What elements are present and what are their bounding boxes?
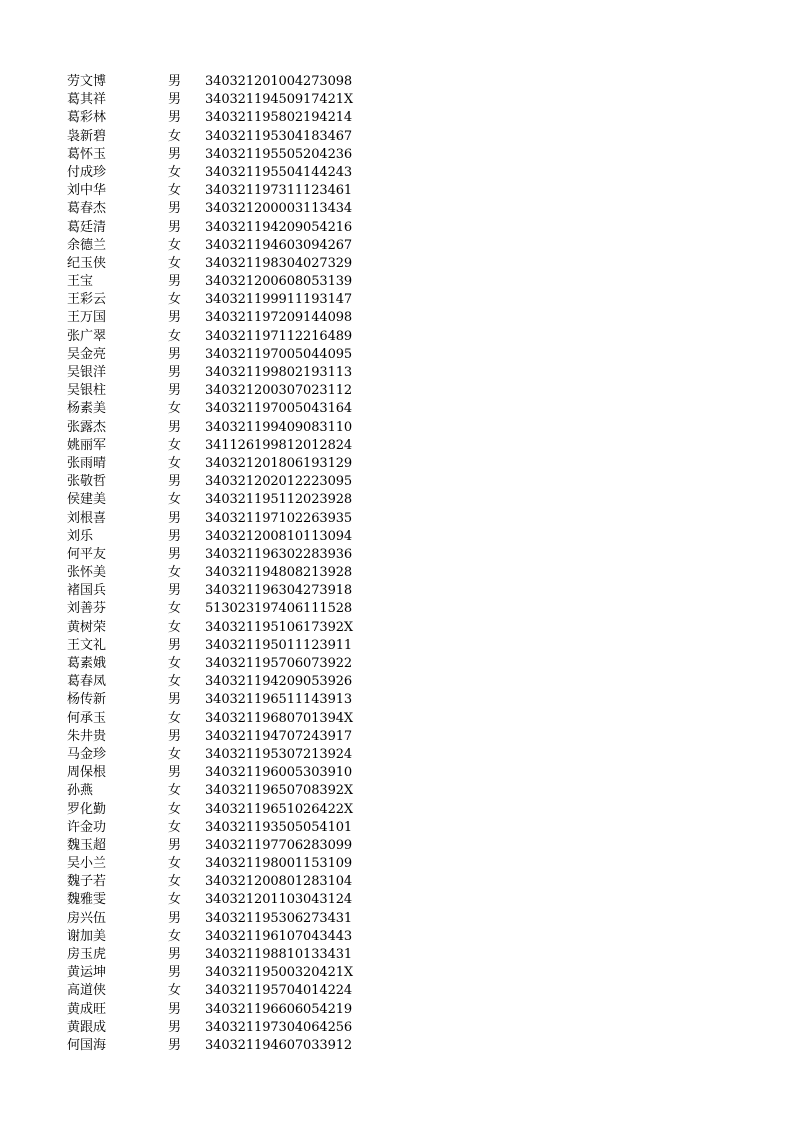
table-row [0, 382, 793, 400]
name-cell: 王万国 [67, 310, 107, 326]
name-cell: 纪玉侠 [67, 255, 107, 271]
id-number-cell: 340321196107043443 [205, 928, 353, 944]
id-number-cell: 340321197005044095 [205, 346, 353, 362]
id-number-cell: 34032119680701394X [205, 710, 354, 726]
name-cell: 吴金亮 [67, 346, 107, 362]
name-cell: 葛其祥 [67, 92, 107, 108]
name-cell: 葛素娥 [67, 656, 107, 671]
table-row [0, 982, 793, 1000]
gender-cell: 男 [168, 92, 182, 108]
table-row [0, 455, 793, 473]
id-number-cell: 340321195304183467 [205, 128, 353, 144]
id-number-cell: 340321197209144098 [205, 310, 353, 326]
id-number-cell: 340321201103043124 [205, 892, 353, 908]
table-row [0, 182, 793, 200]
gender-cell: 男 [168, 346, 182, 362]
table-row [0, 710, 793, 728]
id-number-cell: 340321195112023928 [205, 492, 353, 508]
id-number-cell: 340321195505204236 [205, 146, 353, 162]
id-number-cell: 340321199911193147 [205, 292, 353, 308]
gender-cell: 女 [168, 710, 182, 726]
id-number-cell: 340321200003113434 [205, 201, 353, 217]
table-row [0, 255, 793, 273]
id-number-cell: 340321193505054101 [205, 819, 353, 835]
id-number-cell: 34032119510617392X [205, 619, 354, 635]
gender-cell: 男 [168, 146, 182, 162]
gender-cell: 男 [168, 965, 182, 981]
gender-cell: 男 [168, 728, 182, 744]
table-row [0, 164, 793, 182]
name-cell: 葛廷清 [67, 219, 107, 235]
table-row [0, 691, 793, 709]
gender-cell: 女 [168, 455, 182, 471]
gender-cell: 女 [168, 292, 182, 308]
table-row [0, 764, 793, 782]
name-cell: 魏雅雯 [67, 892, 107, 908]
table-row [0, 964, 793, 982]
gender-cell: 女 [168, 928, 182, 944]
id-number-cell: 340321201004273098 [205, 74, 353, 89]
gender-cell: 女 [168, 255, 182, 271]
table-row [0, 437, 793, 455]
table-row [0, 619, 793, 637]
table-row [0, 1037, 793, 1055]
id-number-cell: 340321195704014224 [205, 983, 353, 999]
table-row [0, 328, 793, 346]
table-row [0, 728, 793, 746]
name-cell: 何国海 [67, 1037, 107, 1053]
table-row [0, 419, 793, 437]
name-cell: 张敬哲 [67, 474, 107, 490]
name-cell: 张露杰 [67, 419, 107, 435]
gender-cell: 男 [168, 546, 182, 562]
id-number-cell: 340321194707243917 [205, 728, 353, 744]
id-number-cell: 340321194607033912 [205, 1037, 353, 1053]
id-number-cell: 341126199812012824 [205, 437, 353, 453]
id-number-cell: 340321197102263935 [205, 510, 353, 526]
id-number-cell: 340321196302283936 [205, 546, 353, 562]
name-cell: 张雨晴 [67, 455, 107, 471]
table-row [0, 928, 793, 946]
table-row [0, 491, 793, 509]
gender-cell: 男 [168, 274, 182, 290]
table-row [0, 128, 793, 146]
table-row [0, 291, 793, 309]
id-number-cell: 340321199802193113 [205, 365, 353, 380]
table-row [0, 400, 793, 418]
name-cell: 侯建美 [67, 492, 107, 508]
table-row [0, 273, 793, 291]
table-row [0, 910, 793, 928]
table-row [0, 782, 793, 800]
table-row [0, 1019, 793, 1037]
name-cell: 刘乐 [67, 528, 94, 544]
gender-cell: 女 [168, 565, 182, 581]
gender-cell: 男 [168, 765, 182, 781]
name-cell: 高道侠 [67, 983, 107, 999]
table-row [0, 309, 793, 327]
id-number-cell: 340321196606054219 [205, 1001, 353, 1017]
table-row [0, 546, 793, 564]
name-cell: 葛彩林 [67, 110, 107, 126]
gender-cell: 女 [168, 874, 182, 890]
table-row [0, 200, 793, 218]
gender-cell: 男 [168, 310, 182, 326]
gender-cell: 男 [168, 637, 182, 653]
gender-cell: 男 [168, 419, 182, 435]
table-row [0, 91, 793, 109]
table-row [0, 109, 793, 127]
gender-cell: 女 [168, 492, 182, 508]
gender-cell: 男 [168, 365, 182, 380]
roster-table [0, 73, 793, 1055]
name-cell: 房玉虎 [67, 947, 107, 962]
name-cell: 杨传新 [67, 692, 107, 708]
table-row [0, 219, 793, 237]
gender-cell: 女 [168, 746, 182, 762]
gender-cell: 女 [168, 437, 182, 453]
id-number-cell: 513023197406111528 [205, 601, 353, 617]
name-cell: 罗化勤 [67, 801, 107, 817]
table-row [0, 364, 793, 382]
name-cell: 张广翠 [67, 328, 107, 344]
table-row [0, 600, 793, 618]
name-cell: 葛怀玉 [67, 146, 107, 162]
table-row [0, 673, 793, 691]
name-cell: 姚丽军 [67, 437, 107, 453]
name-cell: 黄跟成 [67, 1019, 107, 1035]
gender-cell: 女 [168, 819, 182, 835]
gender-cell: 男 [168, 1001, 182, 1017]
id-number-cell: 340321194209054216 [205, 219, 353, 235]
name-cell: 王宝 [67, 274, 94, 290]
id-number-cell: 340321196005303910 [205, 765, 353, 781]
id-number-cell: 340321196511143913 [205, 692, 353, 708]
id-number-cell: 340321194808213928 [205, 565, 353, 581]
table-row [0, 1001, 793, 1019]
gender-cell: 男 [168, 383, 182, 399]
name-cell: 马金珍 [67, 746, 107, 762]
name-cell: 何平友 [67, 546, 107, 562]
name-cell: 袅新碧 [67, 128, 107, 144]
gender-cell: 男 [168, 510, 182, 526]
table-row [0, 873, 793, 891]
table-row [0, 146, 793, 164]
name-cell: 黄成旺 [67, 1001, 107, 1017]
id-number-cell: 340321198304027329 [205, 255, 353, 271]
gender-cell: 女 [168, 601, 182, 617]
gender-cell: 女 [168, 164, 182, 180]
name-cell: 房兴伍 [67, 910, 107, 926]
name-cell: 张怀美 [67, 565, 107, 581]
id-number-cell: 340321198810133431 [205, 947, 353, 962]
gender-cell: 女 [168, 619, 182, 635]
id-number-cell: 340321201806193129 [205, 455, 353, 471]
table-row [0, 473, 793, 491]
table-row [0, 801, 793, 819]
gender-cell: 男 [168, 201, 182, 217]
name-cell: 葛春杰 [67, 201, 107, 217]
id-number-cell: 340321195706073922 [205, 656, 353, 671]
name-cell: 魏子若 [67, 874, 107, 890]
gender-cell: 男 [168, 74, 182, 89]
gender-cell: 男 [168, 947, 182, 962]
gender-cell: 女 [168, 128, 182, 144]
id-number-cell: 340321195802194214 [205, 110, 353, 126]
name-cell: 余德兰 [67, 237, 107, 253]
name-cell: 褚国兵 [67, 583, 107, 599]
name-cell: 魏玉超 [67, 837, 107, 853]
gender-cell: 女 [168, 783, 182, 799]
name-cell: 王彩云 [67, 292, 107, 308]
id-number-cell: 340321197005043164 [205, 401, 353, 417]
table-row [0, 346, 793, 364]
gender-cell: 男 [168, 692, 182, 708]
id-number-cell: 340321194603094267 [205, 237, 353, 253]
id-number-cell: 340321197311123461 [205, 183, 353, 199]
name-cell: 杨素美 [67, 401, 107, 417]
id-number-cell: 340321197706283099 [205, 837, 353, 853]
id-number-cell: 340321197112216489 [205, 328, 353, 344]
table-row [0, 564, 793, 582]
id-number-cell: 34032119651026422X [205, 801, 354, 817]
gender-cell: 女 [168, 983, 182, 999]
name-cell: 谢加美 [67, 928, 107, 944]
id-number-cell: 340321199409083110 [205, 419, 353, 435]
gender-cell: 女 [168, 401, 182, 417]
id-number-cell: 340321195306273431 [205, 910, 353, 926]
name-cell: 何承玉 [67, 710, 107, 726]
gender-cell: 女 [168, 237, 182, 253]
table-row [0, 73, 793, 91]
name-cell: 朱井贵 [67, 728, 107, 744]
table-row [0, 637, 793, 655]
id-number-cell: 340321195504144243 [205, 164, 353, 180]
id-number-cell: 340321200801283104 [205, 874, 353, 890]
name-cell: 付成珍 [67, 164, 107, 180]
id-number-cell: 340321194209053926 [205, 674, 353, 690]
gender-cell: 男 [168, 528, 182, 544]
gender-cell: 男 [168, 219, 182, 235]
id-number-cell: 34032119500320421X [205, 965, 354, 981]
gender-cell: 女 [168, 328, 182, 344]
gender-cell: 男 [168, 910, 182, 926]
gender-cell: 女 [168, 183, 182, 199]
name-cell: 吴银洋 [67, 365, 107, 380]
gender-cell: 女 [168, 801, 182, 817]
id-number-cell: 340321196304273918 [205, 583, 353, 599]
name-cell: 刘善芬 [67, 601, 107, 617]
name-cell: 刘中华 [67, 183, 107, 199]
name-cell: 孙燕 [67, 783, 94, 799]
gender-cell: 男 [168, 110, 182, 126]
gender-cell: 女 [168, 892, 182, 908]
gender-cell: 男 [168, 1019, 182, 1035]
gender-cell: 男 [168, 1037, 182, 1053]
name-cell: 周保根 [67, 765, 107, 781]
id-number-cell: 34032119450917421X [205, 92, 354, 108]
name-cell: 劳文博 [67, 74, 107, 89]
table-row [0, 891, 793, 909]
gender-cell: 男 [168, 474, 182, 490]
table-row [0, 946, 793, 964]
name-cell: 许金功 [67, 819, 107, 835]
table-row [0, 855, 793, 873]
id-number-cell: 340321200810113094 [205, 528, 353, 544]
table-row [0, 819, 793, 837]
id-number-cell: 340321195307213924 [205, 746, 353, 762]
table-row [0, 837, 793, 855]
table-row [0, 582, 793, 600]
id-number-cell: 340321195011123911 [205, 637, 353, 653]
id-number-cell: 34032119650708392X [205, 783, 354, 799]
gender-cell: 女 [168, 674, 182, 690]
table-row [0, 510, 793, 528]
name-cell: 刘根喜 [67, 510, 107, 526]
id-number-cell: 340321197304064256 [205, 1019, 353, 1035]
id-number-cell: 340321200307023112 [205, 383, 353, 399]
name-cell: 吴银柱 [67, 383, 107, 399]
gender-cell: 男 [168, 837, 182, 853]
name-cell: 吴小兰 [67, 856, 107, 872]
table-row [0, 746, 793, 764]
gender-cell: 女 [168, 856, 182, 872]
table-row [0, 237, 793, 255]
gender-cell: 女 [168, 656, 182, 671]
table-row [0, 655, 793, 673]
name-cell: 王文礼 [67, 637, 107, 653]
id-number-cell: 340321198001153109 [205, 856, 353, 872]
name-cell: 葛春凤 [67, 674, 107, 690]
name-cell: 黄树荣 [67, 619, 107, 635]
name-cell: 黄运坤 [67, 965, 107, 981]
id-number-cell: 340321200608053139 [205, 274, 353, 290]
gender-cell: 男 [168, 583, 182, 599]
table-row [0, 528, 793, 546]
id-number-cell: 340321202012223095 [205, 474, 353, 490]
